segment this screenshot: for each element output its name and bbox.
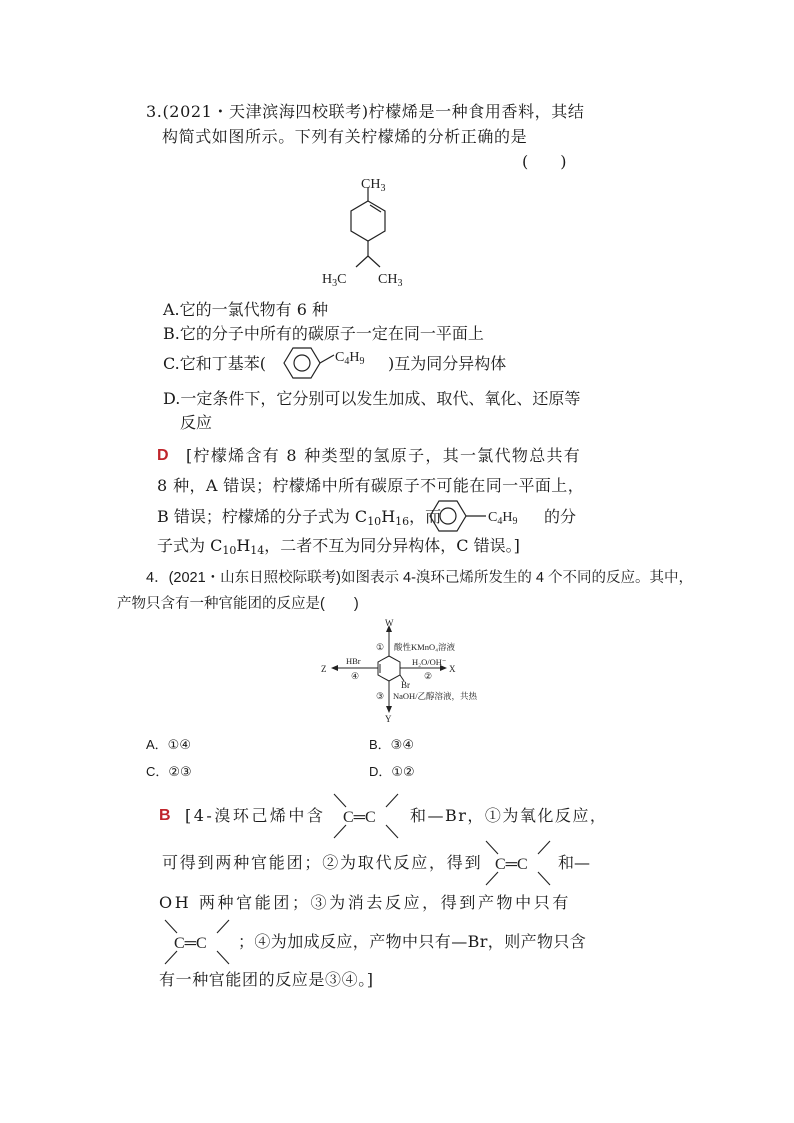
c4h9-label-2: $C_4H_9$ xyxy=(488,510,518,527)
q3-explanation-line1: [柠檬烯含有 8 种类型的氢原子，其一氯代物总共有 xyxy=(186,446,582,465)
q4-stem-line2: 产物只含有一种官能团的反应是( ) xyxy=(117,596,359,612)
q3-option-b: B.它的分子中所有的碳原子一定在同一平面上 xyxy=(163,324,484,343)
reaction-scheme xyxy=(318,618,508,730)
reaction-1-condition: 酸性KMnO₄溶液 xyxy=(394,642,456,652)
alkene-group-2 xyxy=(478,837,558,889)
q4-explanation-line2-start: 可得到两种官能团；②为取代反应，得到 xyxy=(162,853,483,872)
q3-explanation-line3-end: 的分 xyxy=(544,507,577,526)
reaction-3-condition: NaOH/乙醇溶液，共热 xyxy=(393,691,478,701)
c4h9-label: $C_4H_9$ xyxy=(335,350,365,367)
ch3-top-label: $CH_3$ xyxy=(361,177,386,194)
q3-explanation-line4: 子式为 $C_{10}H_{14}$，二者不互为同分异构体，C 错误。] xyxy=(157,536,520,557)
q3-option-a: A.它的一氯代物有 6 种 xyxy=(163,300,328,319)
butylbenzene-structure xyxy=(268,344,386,382)
br-label: Br xyxy=(401,680,410,690)
product-z: Z xyxy=(321,664,327,674)
q3-stem-line2: 构简式如图所示。下列有关柠檬烯的分析正确的是 xyxy=(162,127,528,146)
product-w: W xyxy=(385,618,394,628)
q3-explanation-line3: B 错误；柠檬烯的分子式为 $C_{10}H_{16}$，而 xyxy=(157,507,442,528)
product-x: X xyxy=(449,664,456,674)
q4-explanation-line5: 有一种官能团的反应是③④。] xyxy=(159,970,374,989)
q3-explanation-line2: 8 种，A 错误；柠檬烯中所有碳原子不可能在同一平面上， xyxy=(157,476,585,495)
q4-explanation-line3: OH 两种官能团；③为消去反应，得到产物中只有 xyxy=(159,893,571,912)
q4-explanation-line1-start: [4-溴环己烯中含 xyxy=(185,806,326,825)
q4-option-a: A．①④ xyxy=(146,737,191,752)
reaction-1-label: ① xyxy=(376,642,385,652)
q3-stem-line1: 3.(2021・天津滨海四校联考)柠檬烯是一种食用香料，其结 xyxy=(146,102,585,121)
q4-option-d: D．①② xyxy=(369,764,415,779)
svg-text:C═C: C═C xyxy=(343,809,376,826)
q4-explanation-line2-end: 和— xyxy=(558,853,591,872)
reaction-3-label: ③ xyxy=(376,691,385,701)
reaction-2-condition: H₂O/OH⁻ xyxy=(412,657,447,667)
q4-explanation-line1-end: 和—Br，①为氧化反应， xyxy=(410,806,608,825)
q3-option-d-line2: 反应 xyxy=(180,413,213,432)
h3c-label: $H_3C$ xyxy=(322,272,347,289)
alkene-group-3 xyxy=(157,916,237,968)
q3-option-c-before: C.它和丁基苯( xyxy=(163,354,267,373)
q4-stem-line1: 4．(2021・山东日照校际联考)如图表示 4-溴环己烯所发生的 4 个不同的反应。其中， xyxy=(146,570,694,586)
butylbenzene-structure-2 xyxy=(420,497,540,535)
q4-explanation-line4: ；④为加成反应，产物中只有—Br，则产物只含 xyxy=(238,932,587,951)
alkene-group-1 xyxy=(326,790,406,842)
product-y: Y xyxy=(385,714,392,724)
svg-text:C═C: C═C xyxy=(495,856,528,873)
q4-answer-letter: B xyxy=(159,807,171,824)
svg-text:C═C: C═C xyxy=(174,935,207,952)
q3-option-c-after: )互为同分异构体 xyxy=(388,354,507,373)
reaction-4-condition: HBr xyxy=(346,656,361,666)
q4-option-b: B．③④ xyxy=(369,737,414,752)
ch3-right-label: $CH_3$ xyxy=(378,272,403,289)
q3-answer-bracket: ( ) xyxy=(522,152,567,171)
q4-option-c: C．②③ xyxy=(146,764,192,779)
limonene-structure xyxy=(300,168,440,296)
q3-option-d-line1: D.一定条件下，它分别可以发生加成、取代、氧化、还原等 xyxy=(163,389,581,408)
q3-answer-letter: D xyxy=(157,447,169,464)
reaction-4-label: ④ xyxy=(351,671,360,681)
reaction-2-label: ② xyxy=(424,671,433,681)
